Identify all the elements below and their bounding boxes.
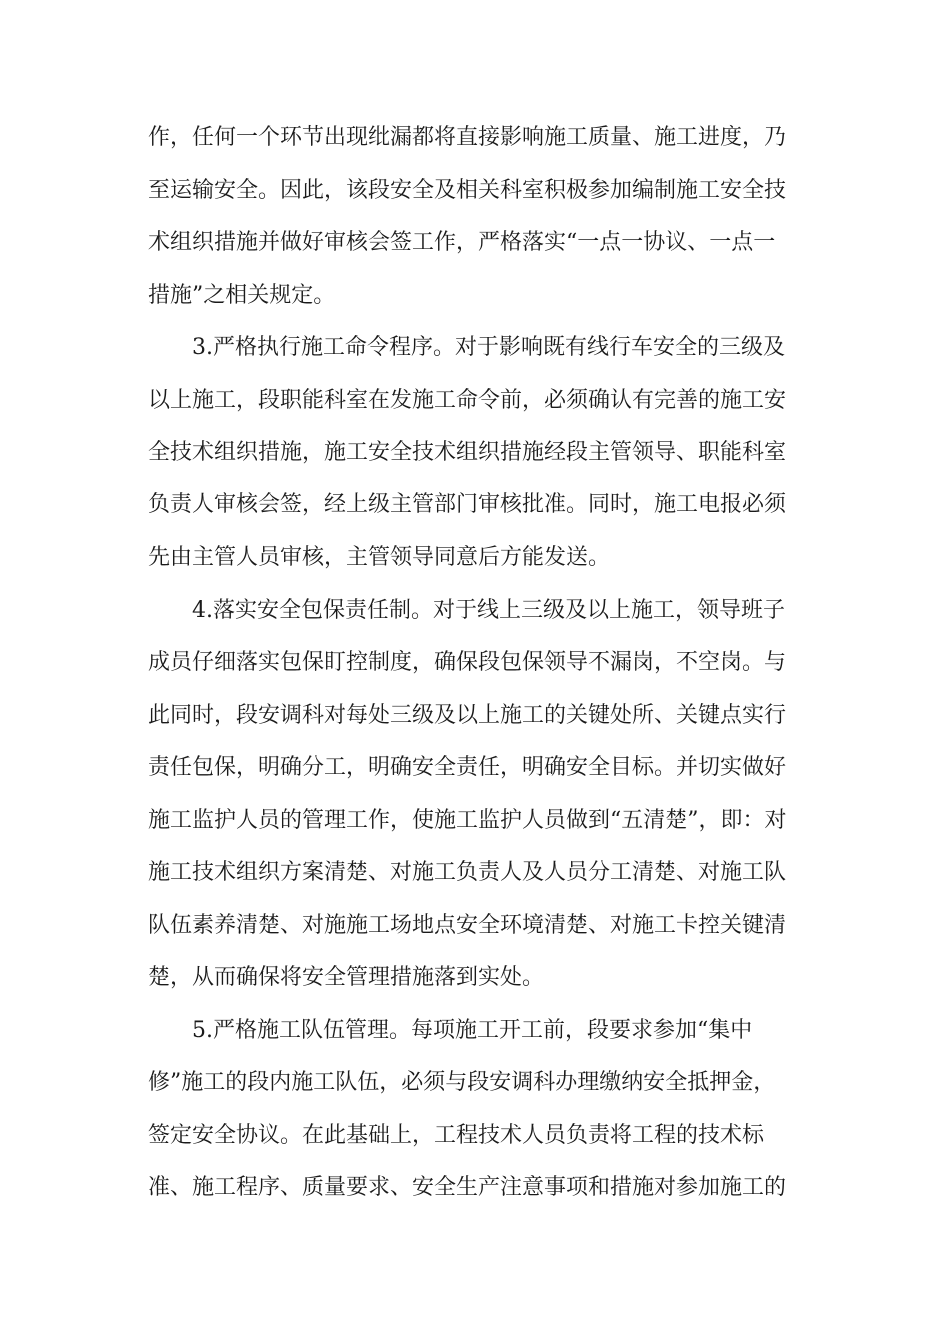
text-line-5: 3.严格执行施工命令程序。对于影响既有线行车安全的三级及	[192, 335, 785, 360]
text-line-21: 准、施工程序、质量要求、安全生产注意事项和措施对参加施工的	[148, 1175, 787, 1200]
text-line-11: 成员仔细落实包保盯控制度，确保段包保领导不漏岗，不空岗。与	[148, 650, 787, 675]
text-line-10: 4.落实安全包保责任制。对于线上三级及以上施工，领导班子	[192, 598, 785, 623]
text-line-17: 楚，从而确保将安全管理措施落到实处。	[148, 965, 545, 990]
text-line-15: 施工技术组织方案清楚、对施工负责人及人员分工清楚、对施工队	[148, 860, 787, 885]
text-line-8: 负责人审核会签，经上级主管部门审核批准。同时，施工电报必须	[148, 492, 787, 517]
text-line-2: 至运输安全。因此，该段安全及相关科室积极参加编制施工安全技	[148, 178, 787, 203]
text-line-19: 修”施工的段内施工队伍，必须与段安调科办理缴纳安全抵押金，	[148, 1070, 776, 1095]
text-line-4: 措施”之相关规定。	[148, 283, 336, 308]
text-line-9: 先由主管人员审核，主管领导同意后方能发送。	[148, 545, 611, 570]
text-line-16: 队伍素养清楚、对施施工场地点安全环境清楚、对施工卡控关键清	[148, 913, 787, 938]
text-line-12: 此同时，段安调科对每处三级及以上施工的关键处所、关键点实行	[148, 703, 787, 728]
text-line-1: 作，任何一个环节出现纰漏都将直接影响施工质量、施工进度，乃	[148, 125, 787, 150]
text-line-13: 责任包保，明确分工，明确安全责任，明确安全目标。并切实做好	[148, 755, 787, 780]
text-line-20: 签定安全协议。在此基础上，工程技术人员负责将工程的技术标	[148, 1123, 765, 1148]
text-line-14: 施工监护人员的管理工作，使施工监护人员做到“五清楚”，即：对	[148, 808, 787, 833]
text-line-7: 全技术组织措施，施工安全技术组织措施经段主管领导、职能科室	[148, 440, 787, 465]
text-line-18: 5.严格施工队伍管理。每项施工开工前，段要求参加“集中	[192, 1018, 753, 1043]
text-line-6: 以上施工，段职能科室在发施工命令前，必须确认有完善的施工安	[148, 388, 787, 413]
text-line-3: 术组织措施并做好审核会签工作，严格落实“一点一协议、一点一	[148, 230, 776, 255]
